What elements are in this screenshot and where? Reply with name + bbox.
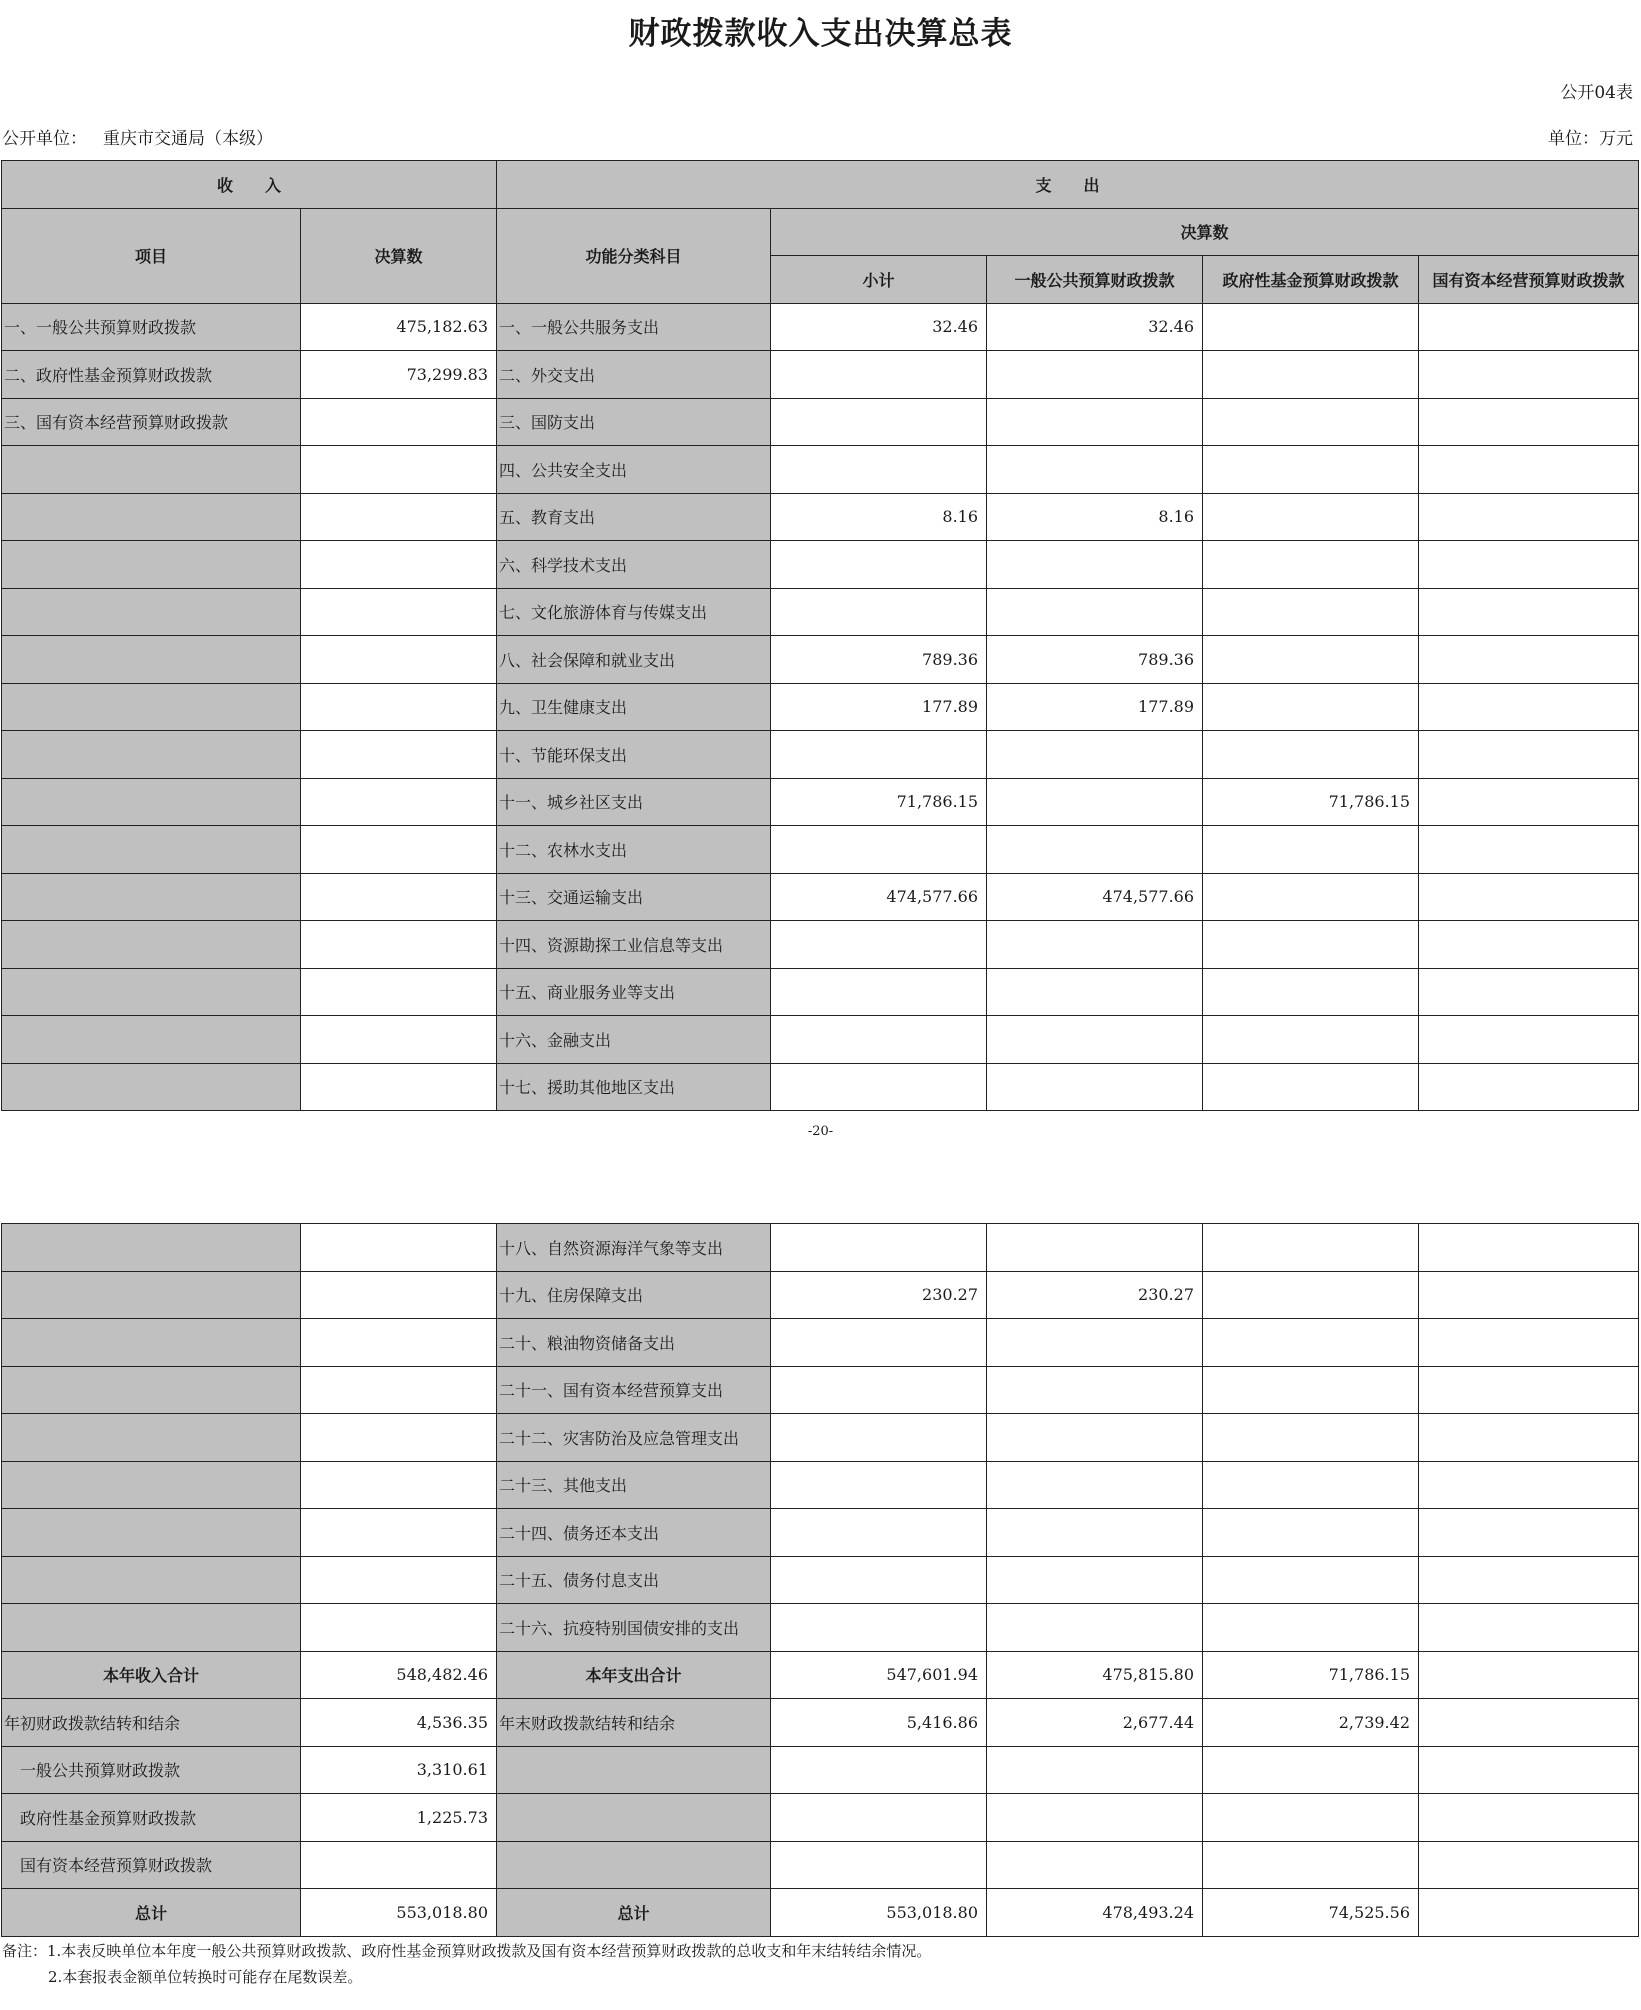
- income-item-cell: 三、国有资本经营预算财政拨款: [2, 398, 301, 446]
- income-header: 收 入: [2, 161, 497, 209]
- expense-general-cell: [987, 1366, 1203, 1414]
- table-row: [2, 1794, 1639, 1842]
- table-row: [2, 1461, 1639, 1509]
- income-amount-cell: [301, 1224, 497, 1272]
- expense-gov-fund-cell: [1203, 968, 1419, 1016]
- expense-subtotal-cell: 789.36: [771, 636, 987, 684]
- expense-general-cell: [987, 1556, 1203, 1604]
- income-amount-cell: 73,299.83: [301, 351, 497, 399]
- income-amount-cell: [301, 636, 497, 684]
- income-item-cell: [2, 826, 301, 874]
- table-row: [2, 968, 1639, 1016]
- expense-item-cell: 二十三、其他支出: [497, 1461, 771, 1509]
- table-row: [2, 1699, 1639, 1747]
- income-item-cell: [2, 1319, 301, 1367]
- expense-state-capital-cell: [1419, 1604, 1639, 1652]
- income-amount-cell: [301, 778, 497, 826]
- empty-cell: [987, 1746, 1203, 1794]
- income-amount-cell: [301, 1319, 497, 1367]
- amount-column-header: 决算数: [301, 208, 497, 303]
- income-amount-cell: [301, 1414, 497, 1462]
- expense-item-cell: 二十一、国有资本经营预算支出: [497, 1366, 771, 1414]
- income-amount-cell: [301, 1063, 497, 1111]
- expense-gov-fund-cell: [1203, 1016, 1419, 1064]
- unit-label: 公开单位：: [2, 129, 87, 149]
- gov-fund-column-header: 政府性基金预算财政拨款: [1203, 256, 1419, 304]
- expense-state-capital-cell: [1419, 968, 1639, 1016]
- income-item-cell: [2, 1509, 301, 1557]
- expense-subtotal-cell: [771, 826, 987, 874]
- income-amount-cell: [301, 1016, 497, 1064]
- expense-subtotal-cell: [771, 1016, 987, 1064]
- end-balance-gov-fund: 2,739.42: [1203, 1699, 1419, 1747]
- expense-subtotal-cell: [771, 1556, 987, 1604]
- note-line-2: 2.本套报表金额单位转换时可能存在尾数误差。: [48, 1968, 363, 1986]
- year-expense-total-label: 本年支出合计: [497, 1651, 771, 1699]
- expense-general-cell: 789.36: [987, 636, 1203, 684]
- expense-state-capital-cell: [1419, 1063, 1639, 1111]
- expense-item-cell: 二、外交支出: [497, 351, 771, 399]
- expense-item-cell: 八、社会保障和就业支出: [497, 636, 771, 684]
- income-amount-cell: 475,182.63: [301, 303, 497, 351]
- expense-subtotal-cell: [771, 968, 987, 1016]
- begin-state-capital: [301, 1841, 497, 1889]
- expense-gov-fund-cell: [1203, 1366, 1419, 1414]
- empty-cell: [497, 1746, 771, 1794]
- expense-gov-fund-cell: [1203, 1509, 1419, 1557]
- income-item-cell: [2, 636, 301, 684]
- budget-table-page1: [1, 160, 1639, 1111]
- income-item-cell: [2, 446, 301, 494]
- income-item-cell: [2, 873, 301, 921]
- expense-item-cell: 九、卫生健康支出: [497, 683, 771, 731]
- table-row: [2, 493, 1639, 541]
- expense-subtotal-cell: [771, 351, 987, 399]
- table-row: [2, 1319, 1639, 1367]
- grand-total-income-label: 总计: [2, 1889, 301, 1937]
- income-item-cell: [2, 1224, 301, 1272]
- grand-total-state-capital: [1419, 1889, 1639, 1937]
- table-row: [2, 1224, 1639, 1272]
- expense-state-capital-cell: [1419, 683, 1639, 731]
- expense-item-cell: 十七、援助其他地区支出: [497, 1063, 771, 1111]
- income-amount-cell: [301, 921, 497, 969]
- table-row: [2, 1651, 1639, 1699]
- year-expense-general: 475,815.80: [987, 1651, 1203, 1699]
- table-row: [2, 588, 1639, 636]
- expense-item-cell: 七、文化旅游体育与传媒支出: [497, 588, 771, 636]
- begin-state-capital-label: 国有资本经营预算财政拨款: [2, 1841, 301, 1889]
- final-amount-header: 决算数: [771, 208, 1639, 256]
- income-amount-cell: [301, 446, 497, 494]
- income-item-cell: [2, 1604, 301, 1652]
- expense-subtotal-cell: [771, 1366, 987, 1414]
- grand-total-expense-label: 总计: [497, 1889, 771, 1937]
- expense-subtotal-cell: 177.89: [771, 683, 987, 731]
- expense-item-cell: 二十、粮油物资储备支出: [497, 1319, 771, 1367]
- expense-state-capital-cell: [1419, 446, 1639, 494]
- expense-header: 支 出: [497, 161, 1639, 209]
- expense-gov-fund-cell: [1203, 683, 1419, 731]
- income-amount-cell: [301, 1366, 497, 1414]
- grand-total-general: 478,493.24: [987, 1889, 1203, 1937]
- table-row: [2, 1841, 1639, 1889]
- grand-total-subtotal: 553,018.80: [771, 1889, 987, 1937]
- expense-item-cell: 十二、农林水支出: [497, 826, 771, 874]
- expense-item-cell: 二十四、债务还本支出: [497, 1509, 771, 1557]
- expense-state-capital-cell: [1419, 1461, 1639, 1509]
- expense-subtotal-cell: 71,786.15: [771, 778, 987, 826]
- expense-subtotal-cell: [771, 541, 987, 589]
- expense-general-cell: [987, 1509, 1203, 1557]
- expense-general-cell: [987, 778, 1203, 826]
- expense-item-cell: 五、教育支出: [497, 493, 771, 541]
- expense-subtotal-cell: [771, 1224, 987, 1272]
- year-income-total: 548,482.46: [301, 1651, 497, 1699]
- grand-total-gov-fund: 74,525.56: [1203, 1889, 1419, 1937]
- empty-cell: [497, 1794, 771, 1842]
- expense-state-capital-cell: [1419, 1224, 1639, 1272]
- table-row: [2, 1016, 1639, 1064]
- expense-gov-fund-cell: [1203, 303, 1419, 351]
- page-number: -20-: [807, 1124, 834, 1139]
- expense-item-cell: 十五、商业服务业等支出: [497, 968, 771, 1016]
- empty-cell: [497, 1841, 771, 1889]
- expense-subtotal-cell: [771, 446, 987, 494]
- table-row: [2, 636, 1639, 684]
- subtotal-column-header: 小计: [771, 256, 987, 304]
- unit-name: 重庆市交通局（本级）: [103, 129, 273, 149]
- expense-general-cell: 32.46: [987, 303, 1203, 351]
- expense-state-capital-cell: [1419, 493, 1639, 541]
- empty-cell: [1419, 1794, 1639, 1842]
- end-balance-general: 2,677.44: [987, 1699, 1203, 1747]
- expense-gov-fund-cell: [1203, 446, 1419, 494]
- table-row: [2, 398, 1639, 446]
- table-row: [2, 1366, 1639, 1414]
- expense-general-cell: [987, 731, 1203, 779]
- expense-subtotal-cell: [771, 1604, 987, 1652]
- end-balance-state-capital: [1419, 1699, 1639, 1747]
- expense-gov-fund-cell: [1203, 1556, 1419, 1604]
- table-row: [2, 1556, 1639, 1604]
- state-capital-column-header: 国有资本经营预算财政拨款: [1419, 256, 1639, 304]
- empty-cell: [1419, 1841, 1639, 1889]
- currency-unit: 单位：万元: [1548, 129, 1633, 149]
- expense-general-cell: [987, 1016, 1203, 1064]
- income-amount-cell: [301, 1604, 497, 1652]
- table-row: [2, 1604, 1639, 1652]
- expense-item-cell: 二十五、债务付息支出: [497, 1556, 771, 1604]
- expense-general-cell: [987, 1319, 1203, 1367]
- income-item-cell: [2, 1461, 301, 1509]
- expense-item-cell: 十三、交通运输支出: [497, 873, 771, 921]
- expense-gov-fund-cell: [1203, 1461, 1419, 1509]
- income-amount-cell: [301, 873, 497, 921]
- table-row: [2, 303, 1639, 351]
- expense-subtotal-cell: [771, 731, 987, 779]
- expense-item-cell: 二十六、抗疫特别国债安排的支出: [497, 1604, 771, 1652]
- expense-state-capital-cell: [1419, 1556, 1639, 1604]
- income-item-cell: [2, 1016, 301, 1064]
- expense-gov-fund-cell: [1203, 1604, 1419, 1652]
- expense-state-capital-cell: [1419, 588, 1639, 636]
- expense-item-cell: 十九、住房保障支出: [497, 1271, 771, 1319]
- expense-subtotal-cell: [771, 1414, 987, 1462]
- expense-subtotal-cell: [771, 1063, 987, 1111]
- expense-general-cell: [987, 921, 1203, 969]
- income-amount-cell: [301, 1461, 497, 1509]
- begin-balance-label: 年初财政拨款结转和结余: [2, 1699, 301, 1747]
- expense-state-capital-cell: [1419, 778, 1639, 826]
- expense-gov-fund-cell: [1203, 398, 1419, 446]
- expense-general-cell: [987, 1414, 1203, 1462]
- empty-cell: [771, 1841, 987, 1889]
- end-balance-label: 年末财政拨款结转和结余: [497, 1699, 771, 1747]
- expense-gov-fund-cell: [1203, 731, 1419, 779]
- income-item-cell: 一、一般公共预算财政拨款: [2, 303, 301, 351]
- income-amount-cell: [301, 731, 497, 779]
- table-row: [2, 1063, 1639, 1111]
- expense-general-cell: [987, 398, 1203, 446]
- general-budget-column-header: 一般公共预算财政拨款: [987, 256, 1203, 304]
- expense-state-capital-cell: [1419, 541, 1639, 589]
- income-amount-cell: [301, 398, 497, 446]
- income-item-cell: [2, 968, 301, 1016]
- table-row: [2, 826, 1639, 874]
- expense-state-capital-cell: [1419, 826, 1639, 874]
- income-item-cell: [2, 1271, 301, 1319]
- expense-gov-fund-cell: [1203, 1271, 1419, 1319]
- expense-gov-fund-cell: [1203, 1319, 1419, 1367]
- table-row: [2, 541, 1639, 589]
- table-row: [2, 351, 1639, 399]
- income-item-cell: [2, 493, 301, 541]
- expense-item-cell: 十六、金融支出: [497, 1016, 771, 1064]
- expense-gov-fund-cell: [1203, 351, 1419, 399]
- empty-cell: [1203, 1794, 1419, 1842]
- income-amount-cell: [301, 1509, 497, 1557]
- expense-general-cell: 8.16: [987, 493, 1203, 541]
- expense-state-capital-cell: [1419, 1366, 1639, 1414]
- income-amount-cell: [301, 1271, 497, 1319]
- expense-general-cell: 474,577.66: [987, 873, 1203, 921]
- income-item-cell: 二、政府性基金预算财政拨款: [2, 351, 301, 399]
- expense-state-capital-cell: [1419, 351, 1639, 399]
- expense-gov-fund-cell: [1203, 1063, 1419, 1111]
- begin-general: 3,310.61: [301, 1746, 497, 1794]
- expense-state-capital-cell: [1419, 636, 1639, 684]
- expense-gov-fund-cell: [1203, 921, 1419, 969]
- table-row: [2, 1746, 1639, 1794]
- year-expense-gov-fund: 71,786.15: [1203, 1651, 1419, 1699]
- expense-general-cell: [987, 541, 1203, 589]
- expense-general-cell: [987, 1604, 1203, 1652]
- expense-state-capital-cell: [1419, 398, 1639, 446]
- income-amount-cell: [301, 493, 497, 541]
- expense-state-capital-cell: [1419, 1319, 1639, 1367]
- expense-gov-fund-cell: [1203, 588, 1419, 636]
- expense-state-capital-cell: [1419, 731, 1639, 779]
- table-row: [2, 921, 1639, 969]
- expense-general-cell: [987, 446, 1203, 494]
- expense-item-cell: 一、一般公共服务支出: [497, 303, 771, 351]
- expense-subtotal-cell: 32.46: [771, 303, 987, 351]
- expense-item-cell: 十、节能环保支出: [497, 731, 771, 779]
- empty-cell: [771, 1794, 987, 1842]
- expense-general-cell: [987, 1063, 1203, 1111]
- empty-cell: [1203, 1841, 1419, 1889]
- year-expense-state-capital: [1419, 1651, 1639, 1699]
- expense-general-cell: [987, 351, 1203, 399]
- end-balance-subtotal: 5,416.86: [771, 1699, 987, 1747]
- empty-cell: [771, 1746, 987, 1794]
- begin-gov-fund-label: 政府性基金预算财政拨款: [2, 1794, 301, 1842]
- empty-cell: [1203, 1746, 1419, 1794]
- income-amount-cell: [301, 826, 497, 874]
- expense-general-cell: 177.89: [987, 683, 1203, 731]
- expense-state-capital-cell: [1419, 1016, 1639, 1064]
- expense-general-cell: [987, 968, 1203, 1016]
- income-amount-cell: [301, 1556, 497, 1604]
- begin-general-label: 一般公共预算财政拨款: [2, 1746, 301, 1794]
- expense-gov-fund-cell: [1203, 873, 1419, 921]
- expense-general-cell: [987, 588, 1203, 636]
- expense-item-cell: 六、科学技术支出: [497, 541, 771, 589]
- year-income-total-label: 本年收入合计: [2, 1651, 301, 1699]
- expense-gov-fund-cell: [1203, 541, 1419, 589]
- expense-subtotal-cell: [771, 588, 987, 636]
- income-item-cell: [2, 541, 301, 589]
- expense-state-capital-cell: [1419, 1414, 1639, 1462]
- expense-gov-fund-cell: [1203, 493, 1419, 541]
- budget-table-page2: [1, 1223, 1639, 1937]
- expense-item-cell: 三、国防支出: [497, 398, 771, 446]
- expense-subtotal-cell: [771, 1509, 987, 1557]
- expense-general-cell: [987, 1461, 1203, 1509]
- expense-gov-fund-cell: 71,786.15: [1203, 778, 1419, 826]
- expense-gov-fund-cell: [1203, 826, 1419, 874]
- year-expense-subtotal: 547,601.94: [771, 1651, 987, 1699]
- income-amount-cell: [301, 541, 497, 589]
- expense-state-capital-cell: [1419, 1509, 1639, 1557]
- page-title: 财政拨款收入支出决算总表: [628, 16, 1013, 52]
- function-class-column-header: 功能分类科目: [497, 208, 771, 303]
- empty-cell: [987, 1841, 1203, 1889]
- table-row: [2, 1509, 1639, 1557]
- empty-cell: [1419, 1746, 1639, 1794]
- form-number: 公开04表: [1560, 83, 1633, 103]
- income-item-cell: [2, 1366, 301, 1414]
- expense-subtotal-cell: [771, 1461, 987, 1509]
- income-item-cell: [2, 778, 301, 826]
- income-item-cell: [2, 731, 301, 779]
- income-amount-cell: [301, 683, 497, 731]
- income-item-cell: [2, 1414, 301, 1462]
- income-item-cell: [2, 1556, 301, 1604]
- expense-item-cell: 十八、自然资源海洋气象等支出: [497, 1224, 771, 1272]
- expense-item-cell: 四、公共安全支出: [497, 446, 771, 494]
- expense-general-cell: [987, 1224, 1203, 1272]
- expense-gov-fund-cell: [1203, 636, 1419, 684]
- income-amount-cell: [301, 588, 497, 636]
- table-row: [2, 1414, 1639, 1462]
- table-row: [2, 1271, 1639, 1319]
- table-row: [2, 873, 1639, 921]
- expense-subtotal-cell: 230.27: [771, 1271, 987, 1319]
- table-row: [2, 778, 1639, 826]
- income-amount-cell: [301, 968, 497, 1016]
- expense-general-cell: 230.27: [987, 1271, 1203, 1319]
- expense-gov-fund-cell: [1203, 1414, 1419, 1462]
- expense-item-cell: 十一、城乡社区支出: [497, 778, 771, 826]
- table-row: [2, 683, 1639, 731]
- empty-cell: [987, 1794, 1203, 1842]
- expense-state-capital-cell: [1419, 921, 1639, 969]
- expense-item-cell: 十四、资源勘探工业信息等支出: [497, 921, 771, 969]
- expense-state-capital-cell: [1419, 303, 1639, 351]
- begin-balance: 4,536.35: [301, 1699, 497, 1747]
- expense-state-capital-cell: [1419, 1271, 1639, 1319]
- note-line-1: 备注：1.本表反映单位本年度一般公共预算财政拨款、政府性基金预算财政拨款及国有资本经营预算财政拨款的总收支和年末结转结余情况。: [2, 1942, 932, 1960]
- income-item-cell: [2, 921, 301, 969]
- expense-subtotal-cell: [771, 1319, 987, 1367]
- income-item-cell: [2, 1063, 301, 1111]
- reporting-unit: [2, 124, 273, 149]
- expense-item-cell: 二十二、灾害防治及应急管理支出: [497, 1414, 771, 1462]
- expense-state-capital-cell: [1419, 873, 1639, 921]
- begin-gov-fund: 1,225.73: [301, 1794, 497, 1842]
- table-row: [2, 1889, 1639, 1937]
- expense-subtotal-cell: [771, 921, 987, 969]
- expense-gov-fund-cell: [1203, 1224, 1419, 1272]
- expense-general-cell: [987, 826, 1203, 874]
- expense-subtotal-cell: 8.16: [771, 493, 987, 541]
- income-item-cell: [2, 588, 301, 636]
- table-row: [2, 446, 1639, 494]
- income-item-cell: [2, 683, 301, 731]
- expense-subtotal-cell: [771, 398, 987, 446]
- item-column-header: 项目: [2, 208, 301, 303]
- expense-subtotal-cell: 474,577.66: [771, 873, 987, 921]
- notes: [2, 1938, 931, 1990]
- table-row: [2, 731, 1639, 779]
- grand-total-income: 553,018.80: [301, 1889, 497, 1937]
